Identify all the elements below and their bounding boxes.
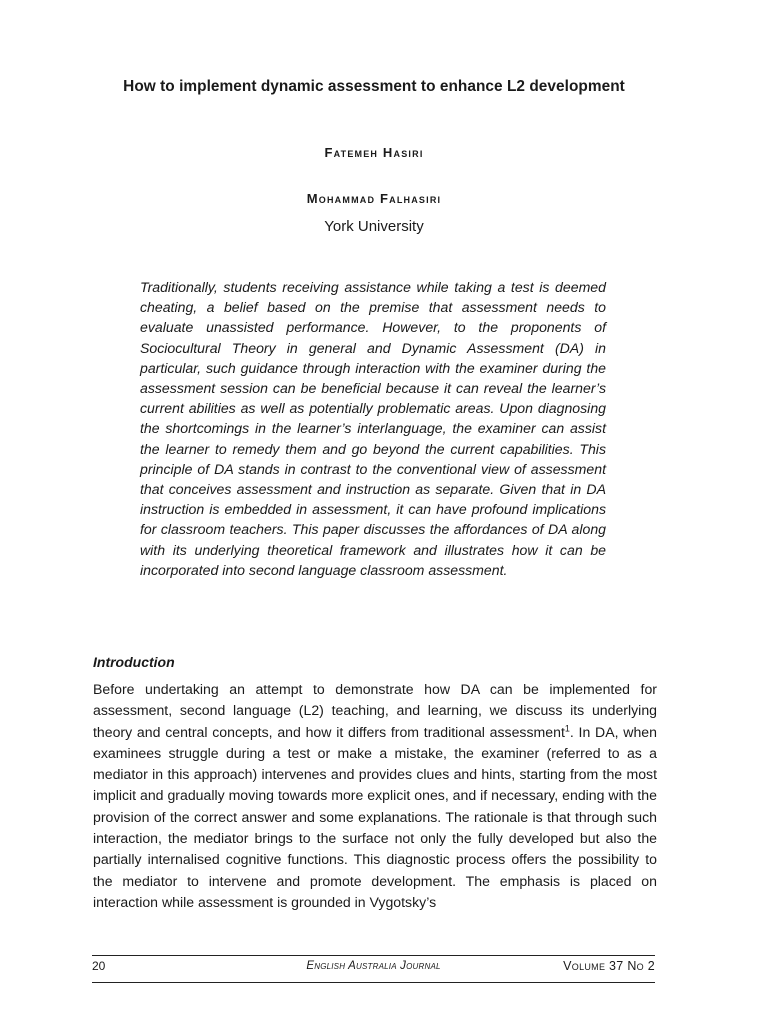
- footer-divider: [92, 982, 655, 983]
- article-title: How to implement dynamic assessment to enhance L2 development: [123, 78, 625, 95]
- page-number: 20: [92, 959, 106, 973]
- author-name: Mohammad Falhasiri: [306, 191, 442, 206]
- introduction-paragraph: [93, 679, 657, 913]
- volume-issue: Volume 37 No 2: [563, 959, 655, 973]
- author-affiliation: York University: [324, 218, 424, 235]
- footnote-marker[interactable]: 1: [564, 722, 570, 733]
- section-heading: Introduction: [93, 654, 175, 670]
- journal-name: English Australia Journal: [306, 960, 441, 972]
- paragraph-text: . In DA, when examinees struggle during a test or make a mistake, the examiner (referred to as a mediator in this approach) intervenes and provides clues and hints, starting from the most implicit and gradually moving towards more explicit ones, and if necessary, ending with the provision of the correct answer and some explanations. The rationale is that through such interaction, the mediator brings to the surface not only the fully developed but also the partially internalised cognitive functions. This diagnostic process offers the possibility to the mediator to intervene and promote development. The emphasis is placed on interaction while assessment is grounded in Vygotsky’s: [93, 723, 657, 910]
- abstract: Traditionally, students receiving assistance while taking a test is deemed cheating, a belief based on the premise that assessment needs to evaluate unassisted performance. However, to the proponents of Sociocultural Theory in general and Dynamic Assessment (DA) in particular, such guidance through interaction with the examiner during the assessment session can be beneficial because it can reveal the learner’s current abilities as well as potentially problematic areas. Upon diagnosing the shortcomings in the learner’s interlanguage, the examiner can assist the learner to remedy them and go beyond the current capabilities. This principle of DA stands in contrast to the conventional view of assessment that conceives assessment and instruction as separate. Given that in DA instruction is embedded in assessment, it can have profound implications for classroom teachers. This paper discusses the affordances of DA along with its underlying theoretical framework and illustrates how it can be incorporated into second language classroom assessment.: [140, 279, 606, 578]
- footer-divider: [92, 955, 655, 956]
- page-footer: [92, 959, 655, 977]
- author-name: Fatemeh Hasiri: [324, 145, 424, 160]
- paragraph-text: Before undertaking an attempt to demonstrate how DA can be implemented for assessment, second language (L2) teaching, and learning, we discuss its underlying theory and central concepts, and how it differs from traditional assessment: [93, 681, 657, 740]
